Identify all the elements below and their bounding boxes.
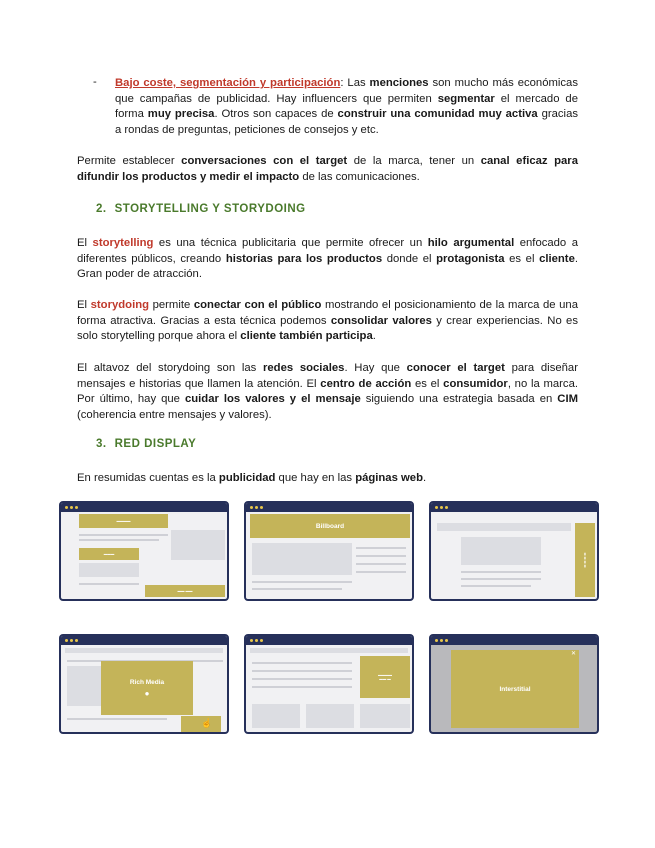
text-line [461,571,541,573]
ad-medium-rectangle: ▬▬▬▬ ▬▬ ▬ [360,656,410,698]
text-line [461,585,531,587]
window-dot [260,506,263,509]
browser-bar [431,636,597,645]
text: de las comunicaciones. [299,170,420,183]
text: y crear experiencias. No es solo storytelling porque ahora el [77,314,578,343]
bullet-title: Bajo coste, segmentación y participación [115,77,341,89]
window-dot [260,639,263,642]
text: para diseñar mensajes e historias que llamen la atención. El [77,362,578,390]
text-line [356,571,406,573]
bullet-dash: - [93,76,97,88]
bold-text: redes sociales [262,362,345,374]
content-block [252,543,352,575]
display-ad-mockup-banners [59,501,229,601]
display-ad-mockup-skyscraper [429,501,599,601]
browser-bar [61,636,227,645]
ad-banner-middle: ▬▬▬ [79,548,139,560]
ad-banner-bottom: ▬▬ ▬▬ [145,585,225,597]
display-ad-mockup-interstitial [429,634,599,734]
text: que hay en las [275,472,356,484]
section-heading-red-display [96,438,196,450]
bold-text: cliente [539,252,575,265]
text-line [356,555,406,557]
text-line [252,686,352,688]
ad-interstitial [451,650,579,728]
text: gracias a rondas de preguntas, peticiones de consejos y etc. [115,108,578,136]
text: son mucho más económicas que campañas de publicidad. Hay influencers que permiten [115,77,578,105]
window-dot [70,639,73,642]
display-ad-mockup-rectangle [244,634,414,734]
content-block [360,704,410,728]
ad-label: Rich Media [129,678,165,686]
window-dot [250,506,253,509]
text: de la marca, tener un [347,155,481,167]
text: Permite establecer [77,155,182,167]
window-dot [75,506,78,509]
browser-bar [246,636,412,645]
text-line [79,539,159,541]
play-icon: ● [144,688,150,698]
bullet-text [115,76,578,138]
ad-banner-top: ▬▬▬▬ [79,514,168,528]
text: siguiendo una estrategia basada en [360,393,558,406]
text: (coherencia entre mensajes y valores). [77,408,272,421]
text: El altavoz del storydoing son las [77,362,263,374]
bold-text: cliente también participa [240,330,373,343]
window-dot [445,506,448,509]
cursor-icon: ☝ [201,718,213,728]
text: El [77,299,91,311]
content-block [437,523,571,531]
bold-text: CIM [557,393,578,406]
text: , no la marca. Por último, hay que [77,377,579,406]
text-line [356,547,406,549]
bold-text: menciones [369,77,429,89]
window-dot [440,506,443,509]
bold-text: publicidad [218,472,276,484]
bold-text: consolidar valores [330,314,432,327]
bold-text: cuidar los valores y el mensaje [184,393,361,406]
browser-bar [61,503,227,512]
text-line [79,583,139,585]
text: el mercado de forma [115,92,578,121]
ad-skyscraper: ▮ ▮ ▮ ▮ [575,523,595,597]
window-dot [440,639,443,642]
window-dot [435,506,438,509]
heading-text: RED DISPLAY [114,438,197,450]
bold-text: hilo argumental [427,237,515,249]
window-dot [65,639,68,642]
browser-bar [246,503,412,512]
display-ad-mockup-rich-media [59,634,229,734]
bold-text: páginas web [355,472,423,484]
highlight-text: storydoing [90,299,150,311]
paragraph-storydoing [77,298,578,345]
text: mostrando el posicionamiento de la marca de una forma atractiva. Gracias a esta técnica podemos [77,299,578,327]
display-ad-mockup-billboard [244,501,414,601]
text-line [79,534,168,536]
window-dot [445,639,448,642]
bold-text: consumidor [443,377,508,390]
paragraph-storytelling [77,236,578,283]
bold-text: conectar con el público [193,299,322,311]
text: . Hay que [344,362,407,374]
text: En resumidas cuentas es la [77,472,219,484]
window-dot [255,639,258,642]
window-dot [255,506,258,509]
heading-number: 3. [96,438,107,450]
bullet-item [93,76,578,138]
text-line [252,670,352,672]
paragraph-altavoz [77,361,578,423]
text-line [67,718,167,720]
ad-label: Interstitial [499,685,531,693]
browser-bar [431,503,597,512]
ad-rich-media [101,661,193,715]
bold-text: historias para los productos [225,252,383,265]
bold-text: protagonista [436,252,505,265]
url-bar [65,648,223,653]
ad-label: Billboard [315,522,345,530]
text-line [252,678,352,680]
text: es el [411,377,444,390]
content-block [79,563,139,577]
bold-text: construir una comunidad muy activa [337,108,538,121]
bold-text: segmentar [437,92,495,105]
text-line [356,563,406,565]
bold-text: conocer el target [406,362,505,374]
bold-text: conversaciones con el target [181,155,348,167]
close-icon: ✕ [571,651,577,657]
text-line [252,662,352,664]
text: . Gran poder de atracción. [77,252,578,281]
bold-text: centro de acción [320,377,412,390]
window-dot [435,639,438,642]
text-line [252,588,342,590]
content-block [306,704,354,728]
text: es una técnica publicitaria que permite ofrecer un [153,237,428,249]
text: : Las [340,77,370,89]
highlight-text: storytelling [92,237,154,249]
text: es el [504,252,540,265]
text: enfocado a diferentes públicos, creando [77,237,578,265]
content-block [461,537,541,565]
text-line [252,581,352,583]
text: El [77,237,93,249]
window-dot [75,639,78,642]
text: permite [149,299,194,311]
bold-text: muy precisa [147,108,215,121]
text: . Otros son capaces de [214,108,338,121]
content-block [252,704,300,728]
text: . [423,472,427,484]
window-dot [70,506,73,509]
section-heading-storytelling [96,203,306,215]
paragraph-display [77,471,578,487]
text: donde el [382,252,437,265]
paragraph-target [77,154,578,185]
text: . [372,330,376,343]
bold-text: canal eficaz para difundir los productos y medir el impacto [77,155,578,183]
heading-number: 2. [96,203,107,215]
url-bar [250,648,408,653]
heading-text: STORYTELLING Y STORYDOING [114,203,306,215]
window-dot [65,506,68,509]
content-block [67,666,103,706]
window-dot [250,639,253,642]
ad-billboard [250,514,410,538]
text-line [461,578,541,580]
content-block [171,530,225,560]
